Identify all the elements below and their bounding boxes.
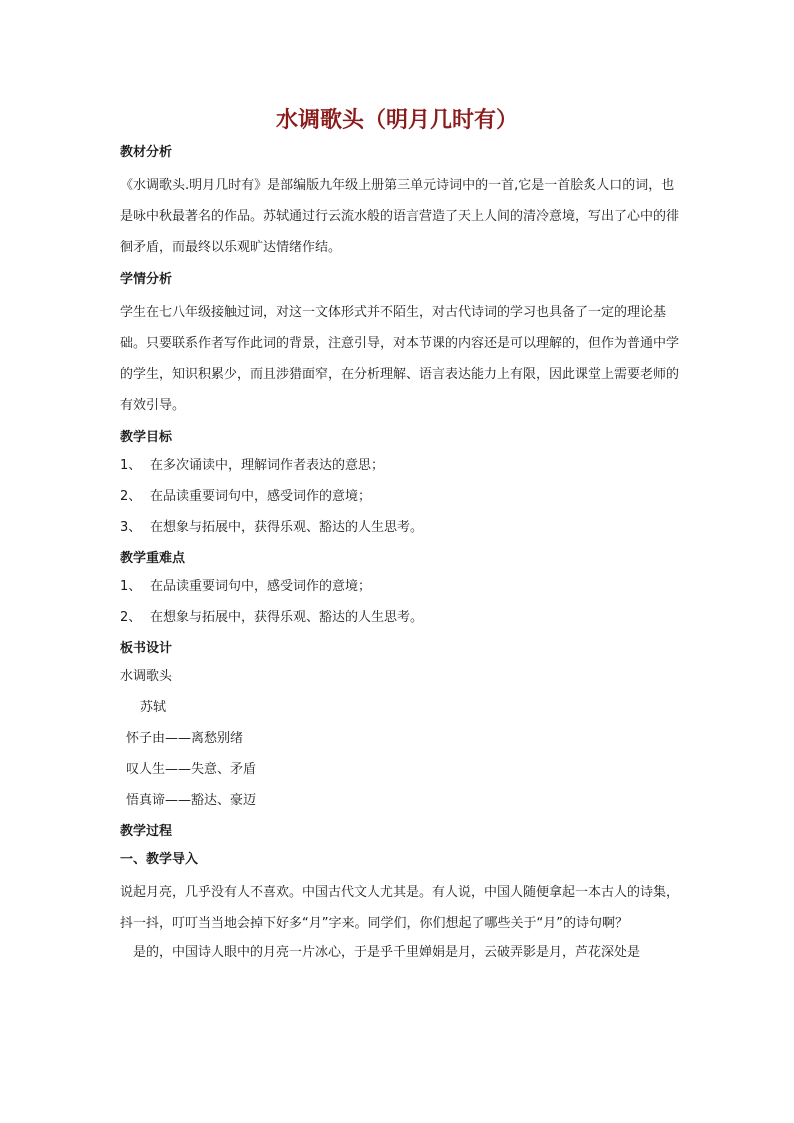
- goal-item: [120, 519, 680, 537]
- section-heading-material: 教材分析: [120, 145, 173, 160]
- goal-item: [120, 457, 680, 475]
- board-line: 悟真谛——豁达、豪迈: [126, 793, 257, 808]
- keypoint-item: [120, 578, 680, 596]
- goal-item: [120, 488, 680, 506]
- keypoint-item-number: 1、: [120, 579, 142, 594]
- board-line: 怀子由——离愁别绪: [126, 731, 244, 746]
- goal-item-number: 3、: [120, 520, 142, 535]
- board-line: 叹人生——失意、矛盾: [126, 762, 257, 777]
- document-body: [120, 144, 680, 972]
- material-paragraph: 《水调歌头.明月几时有》是部编版九年级上册第三单元诗词中的一首,它是一首脍炙人口的词，也是咏中秋最著名的作品。苏轼通过行云流水般的语言营造了天上人间的清冷意境，写出了心中的徘徊矛盾，而最终以乐观旷达情绪作结。: [120, 178, 680, 255]
- board-line-title: 水调歌头: [120, 669, 173, 684]
- goal-item-text: 在多次诵读中，理解词作者表达的意思；: [150, 458, 385, 473]
- keypoint-item: [120, 609, 680, 627]
- board-line-author: 苏轼: [140, 700, 167, 715]
- goal-item-text: 在想象与拓展中，获得乐观、豁达的人生思考。: [150, 520, 424, 535]
- process-sub-heading: 一、教学导入: [120, 852, 199, 867]
- goal-item-number: 1、: [120, 458, 142, 473]
- goal-item-number: 2、: [120, 489, 142, 504]
- section-heading-process: 教学过程: [120, 824, 173, 839]
- students-paragraph: 学生在七八年级接触过词，对这一文体形式并不陌生，对古代诗词的学习也具备了一定的理论基础。只要联系作者写作此词的背景，注意引导，对本节课的内容还是可以理解的，但作为普通中学的学生，知识积累少，而且涉猎面窄，在分析理解、语言表达能力上有限，因此课堂上需要老师的有效引导。: [120, 305, 680, 413]
- goal-item-text: 在品读重要词句中，感受词作的意境；: [150, 489, 372, 504]
- document-title: 水调歌头（明月几时有）: [275, 108, 518, 133]
- section-heading-board: 板书设计: [120, 641, 173, 656]
- section-heading-goals: 教学目标: [120, 430, 173, 445]
- process-paragraph: 说起月亮，几乎没有人不喜欢。中国古代文人尤其是。有人说，中国人随便拿起一本古人的诗集，抖一抖，叮叮当当地会掉下好多“月”字来。同学们，你们想起了哪些关于“月”的诗句啊？: [120, 885, 680, 931]
- keypoint-item-text: 在想象与拓展中，获得乐观、豁达的人生思考。: [150, 610, 424, 625]
- keypoint-item-text: 在品读重要词句中，感受词作的意境；: [150, 579, 372, 594]
- section-heading-keypoints: 教学重难点: [120, 551, 186, 566]
- section-heading-students: 学情分析: [120, 272, 173, 287]
- process-paragraph: 是的，中国诗人眼中的月亮一片冰心，于是乎千里婵娟是月，云破弄影是月，芦花深处是: [133, 945, 641, 960]
- keypoint-item-number: 2、: [120, 610, 142, 625]
